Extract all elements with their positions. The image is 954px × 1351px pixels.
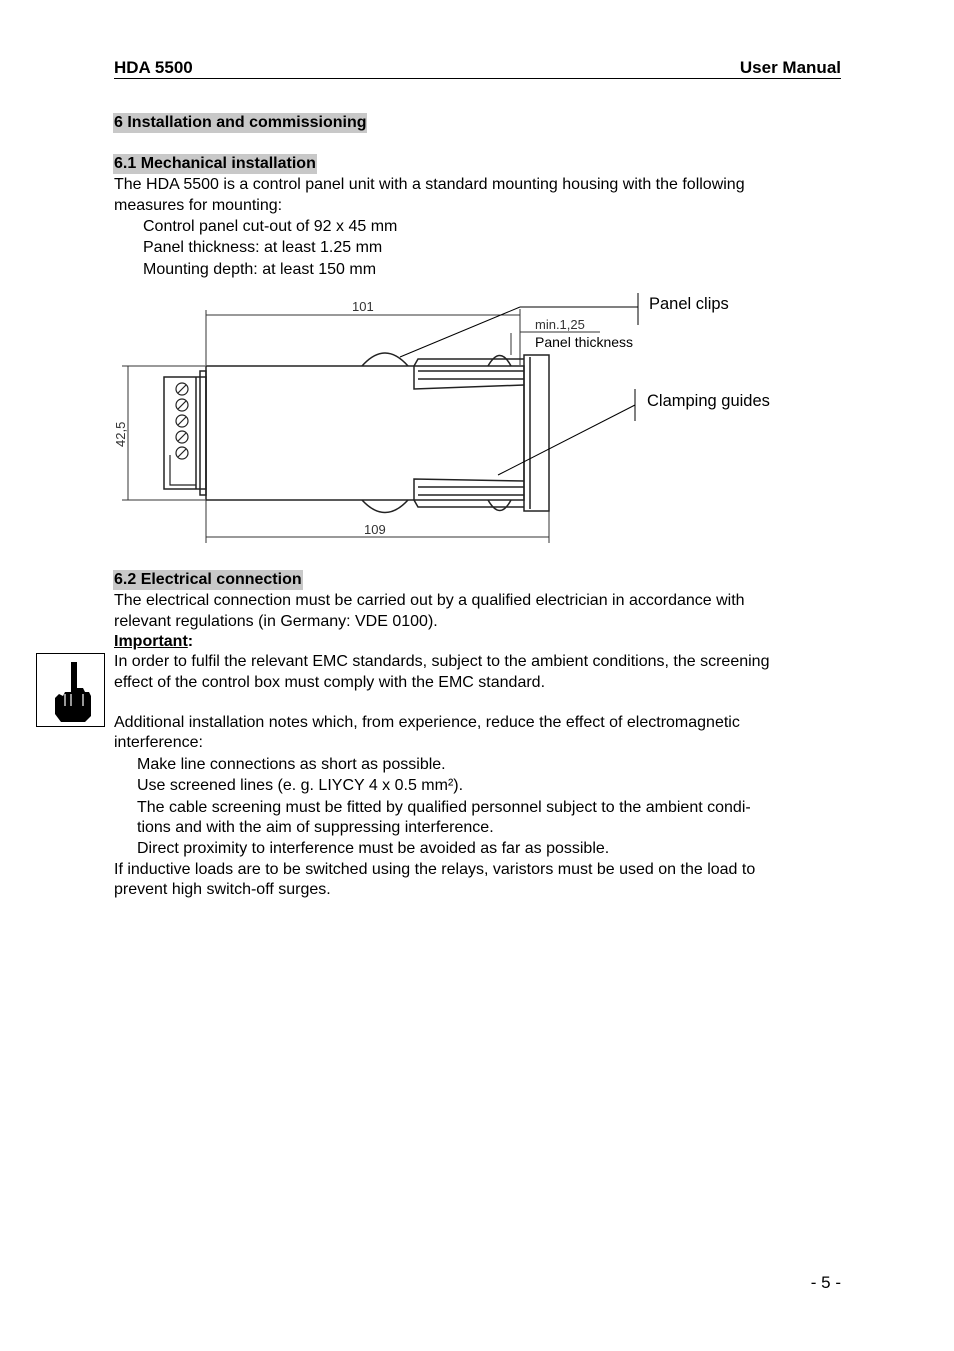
clamping-guides-label: Clamping guides — [647, 392, 770, 410]
list-item: Control panel cut-out of 92 x 45 mm — [143, 218, 398, 235]
panel-thickness-label: Panel thickness — [535, 334, 634, 350]
panel-clips-label: Panel clips — [649, 295, 729, 313]
dimension-101: 101 — [352, 299, 374, 314]
paragraph-line: The electrical connection must be carried out by a qualified electrician in accordance with — [114, 592, 745, 609]
document-type: User Manual — [739, 58, 841, 77]
section-6-1-heading: 6.1 Mechanical installation — [114, 155, 316, 172]
paragraph-line: measures for mounting: — [114, 197, 283, 214]
dimension-42-5: 42,5 — [113, 421, 128, 447]
document-title: HDA 5500 — [114, 58, 193, 77]
page-header — [114, 58, 841, 79]
paragraph-line: The HDA 5500 is a control panel unit with a standard mounting housing with the following — [114, 176, 745, 193]
list-item: The cable screening must be fitted by qualified personnel subject to the ambient condi- — [137, 799, 751, 816]
paragraph-line: In order to fulfil the relevant EMC standards, subject to the ambient conditions, the screening — [114, 653, 770, 670]
page-number: - 5 - — [810, 1273, 841, 1292]
paragraph-line: interference: — [114, 734, 203, 751]
paragraph-line: If inductive loads are to be switched using the relays, varistors must be used on the load to — [114, 861, 756, 878]
dimension-109: 109 — [364, 522, 386, 537]
important-colon: : — [187, 633, 194, 650]
paragraph-line: effect of the control box must comply with the EMC standard. — [114, 674, 546, 691]
paragraph-line: prevent high switch-off surges. — [114, 881, 331, 898]
list-item: Make line connections as short as possible. — [137, 756, 446, 773]
pointing-hand-icon — [36, 653, 105, 727]
section-6-heading: 6 Installation and commissioning — [114, 114, 367, 131]
paragraph-line: Additional installation notes which, from experience, reduce the effect of electromagnetic — [114, 714, 740, 731]
list-item: Panel thickness: at least 1.25 mm — [143, 239, 383, 256]
important-label: Important — [114, 633, 188, 650]
paragraph-line: relevant regulations (in Germany: VDE 0100). — [114, 613, 438, 630]
dimension-min: min.1,25 — [535, 317, 585, 332]
list-item: tions and with the aim of suppressing interference. — [137, 819, 494, 836]
section-6-2-heading: 6.2 Electrical connection — [114, 571, 302, 588]
list-item: Mounting depth: at least 150 mm — [143, 261, 377, 278]
list-item: Use screened lines (e. g. LIYCY 4 x 0.5 mm²). — [137, 777, 464, 794]
list-item: Direct proximity to interference must be avoided as far as possible. — [137, 840, 610, 857]
mounting-dimension-drawing — [100, 285, 800, 550]
important-heading — [114, 631, 193, 652]
